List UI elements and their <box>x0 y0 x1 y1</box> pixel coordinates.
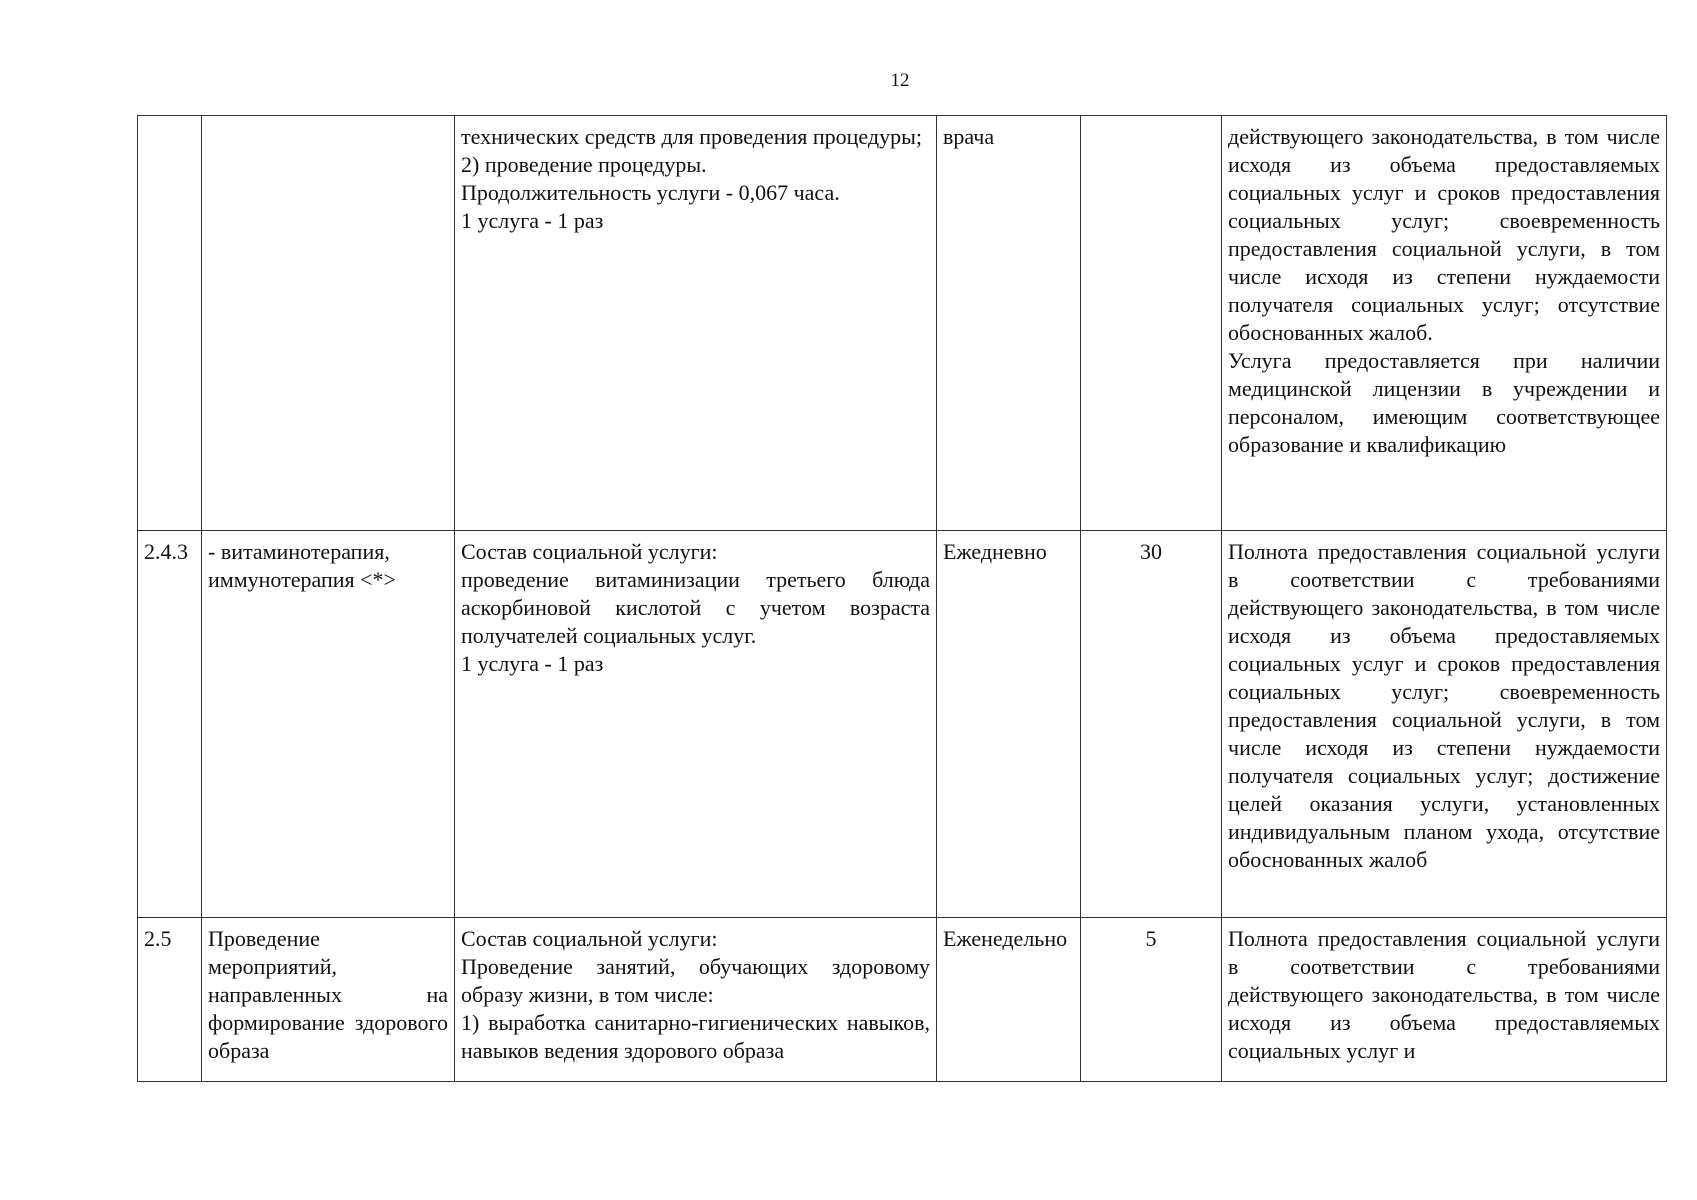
criteria-paragraph: Полнота предоставления социальной услуги в соответствии с требованиями действующего законодательства, в том числе исходя из объема предоставляемых социальных услуг и сроков предоставления социальных услуг; своевременность предоставления социальной услуги, в том числе исходя из степени нуждаемости получателя социальных услуг; достижение целей оказания услуги, установленных индивидуальным планом ухода, отсутствие обоснованных жалоб <box>1228 539 1660 872</box>
cell-criteria <box>1222 918 1667 1082</box>
cell-volume <box>1081 116 1222 531</box>
cell-volume: 5 <box>1081 918 1222 1082</box>
cell-name <box>202 531 455 918</box>
name-line: иммунотерапия <*> <box>208 567 396 592</box>
name-line: Проведение мероприятий, направленных на формирование здорового образа <box>208 926 448 1063</box>
cell-number: 2.4.3 <box>138 531 202 918</box>
description-line: Продолжительность услуги - 0,067 часа. <box>461 180 840 205</box>
cell-number <box>138 116 202 531</box>
description-line: 2) проведение процедуры. <box>461 152 707 177</box>
page-number: 12 <box>890 70 910 91</box>
cell-criteria <box>1222 116 1667 531</box>
cell-periodicity: врача <box>937 116 1081 531</box>
cell-name <box>202 918 455 1082</box>
criteria-paragraph: действующего законодательства, в том числе исходя из объема предоставляемых социальных услуг и сроков предоставления социальных услуг; своевременность предоставления социальной услуги, в том числе исходя из степени нуждаемости получателя социальных услуг; отсутствие обоснованных жалоб. <box>1228 124 1660 345</box>
description-line: Состав социальной услуги: <box>461 926 718 951</box>
table-row <box>138 116 1667 531</box>
description-line: технических средств для проведения процедуры; <box>461 124 922 149</box>
cell-number: 2.5 <box>138 918 202 1082</box>
description-line: Состав социальной услуги: <box>461 539 718 564</box>
criteria-paragraph: Услуга предоставляется при наличии медицинской лицензии в учреждении и персоналом, имеющим соответствующее образование и квалификацию <box>1228 348 1660 457</box>
table-row <box>138 918 1667 1082</box>
description-line: Проведение занятий, обучающих здоровому образу жизни, в том числе: <box>461 954 930 1007</box>
cell-periodicity: Еженедельно <box>937 918 1081 1082</box>
description-line: 1 услуга - 1 раз <box>461 651 604 676</box>
table-row <box>138 531 1667 918</box>
cell-periodicity: Ежедневно <box>937 531 1081 918</box>
cell-volume: 30 <box>1081 531 1222 918</box>
description-line: проведение витаминизации третьего блюда аскорбиновой кислотой с учетом возраста получателей социальных услуг. <box>461 567 930 648</box>
name-line: - витаминотерапия, <box>208 539 390 564</box>
cell-criteria <box>1222 531 1667 918</box>
services-table <box>137 115 1667 1082</box>
cell-description <box>455 531 937 918</box>
description-line: 1) выработка санитарно-гигиенических навыков, навыков ведения здорового образа <box>461 1010 930 1063</box>
cell-description <box>455 918 937 1082</box>
criteria-paragraph: Полнота предоставления социальной услуги в соответствии с требованиями действующего законодательства, в том числе исходя из объема предоставляемых социальных услуг и <box>1228 926 1660 1063</box>
cell-name <box>202 116 455 531</box>
description-line: 1 услуга - 1 раз <box>461 208 604 233</box>
cell-description <box>455 116 937 531</box>
